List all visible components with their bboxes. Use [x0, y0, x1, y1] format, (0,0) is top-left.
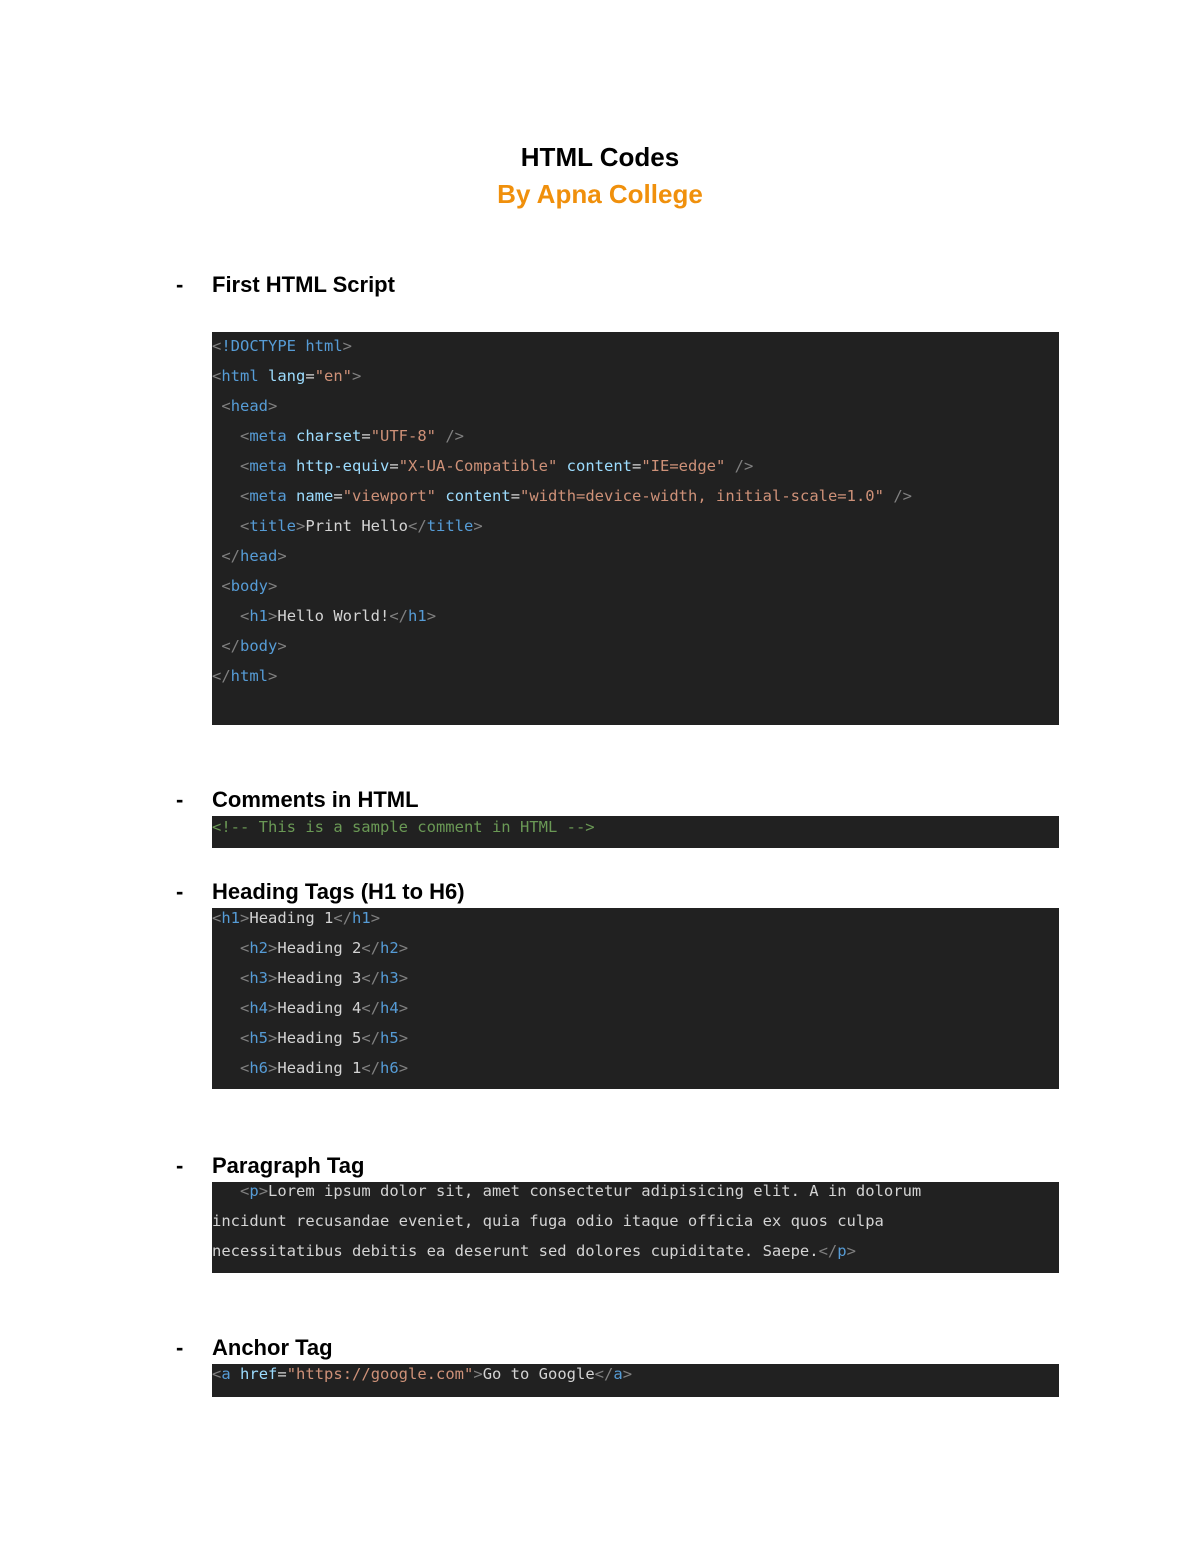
section-heading-anchor: [176, 1333, 333, 1363]
bullet-dash: -: [176, 787, 184, 812]
doc-subtitle: By Apna College: [497, 179, 703, 209]
code-line: </head>: [221, 547, 287, 565]
section-title: Paragraph Tag: [212, 1153, 365, 1178]
code-line: <a href="https://google.com">Go to Google</a>: [212, 1365, 633, 1383]
section-heading-paragraph: [176, 1151, 364, 1181]
code-line: <h6>Heading 1</h6>: [240, 1059, 409, 1077]
code-line: <p>Lorem ipsum dolor sit, amet consectetur adipisicing elit. A in dolorum: [240, 1182, 922, 1200]
code-line: <title>Print Hello</title>: [240, 517, 483, 535]
section-title: Comments in HTML: [212, 787, 419, 812]
code-line: <h3>Heading 3</h3>: [240, 969, 409, 987]
code-line: <meta charset="UTF-8" />: [240, 427, 465, 445]
code-line: <h1>Heading 1</h1>: [212, 909, 381, 927]
code-line: <!DOCTYPE html>: [212, 337, 353, 355]
code-line: <h5>Heading 5</h5>: [240, 1029, 409, 1047]
section-title: Anchor Tag: [212, 1335, 333, 1360]
code-line: <h2>Heading 2</h2>: [240, 939, 409, 957]
doc-title: HTML Codes: [520, 142, 680, 172]
code-block-paragraph: [212, 1182, 1059, 1273]
section-title: Heading Tags (H1 to H6): [212, 879, 465, 904]
code-block-first-html-script: [212, 332, 1059, 725]
section-heading-headings: [176, 877, 465, 907]
code-line: </html>: [212, 667, 278, 685]
code-line: </body>: [221, 637, 287, 655]
bullet-dash: -: [176, 879, 184, 904]
code-line: <h1>Hello World!</h1>: [240, 607, 437, 625]
code-line: <meta name="viewport" content="width=device-width, initial-scale=1.0" />: [240, 487, 912, 505]
code-line: incidunt recusandae eveniet, quia fuga odio itaque officia ex quos culpa: [212, 1212, 884, 1230]
code-line: <head>: [221, 397, 278, 415]
code-line: <html lang="en">: [212, 367, 362, 385]
bullet-dash: -: [176, 1153, 184, 1178]
code-block-anchor: [212, 1364, 1059, 1397]
section-heading-first-html-script: [176, 270, 395, 300]
code-line: <h4>Heading 4</h4>: [240, 999, 409, 1017]
code-line: <meta http-equiv="X-UA-Compatible" content="IE=edge" />: [240, 457, 754, 475]
code-line: <!-- This is a sample comment in HTML -->: [212, 818, 595, 836]
code-block-comment: [212, 816, 1059, 848]
code-line: necessitatibus debitis ea deserunt sed dolores cupiditate. Saepe.</p>: [212, 1242, 856, 1260]
bullet-dash: -: [176, 272, 184, 297]
code-line: <body>: [221, 577, 278, 595]
code-block-headings: [212, 908, 1059, 1089]
bullet-dash: -: [176, 1335, 184, 1360]
section-title: First HTML Script: [212, 272, 395, 297]
section-heading-comments: [176, 785, 419, 815]
